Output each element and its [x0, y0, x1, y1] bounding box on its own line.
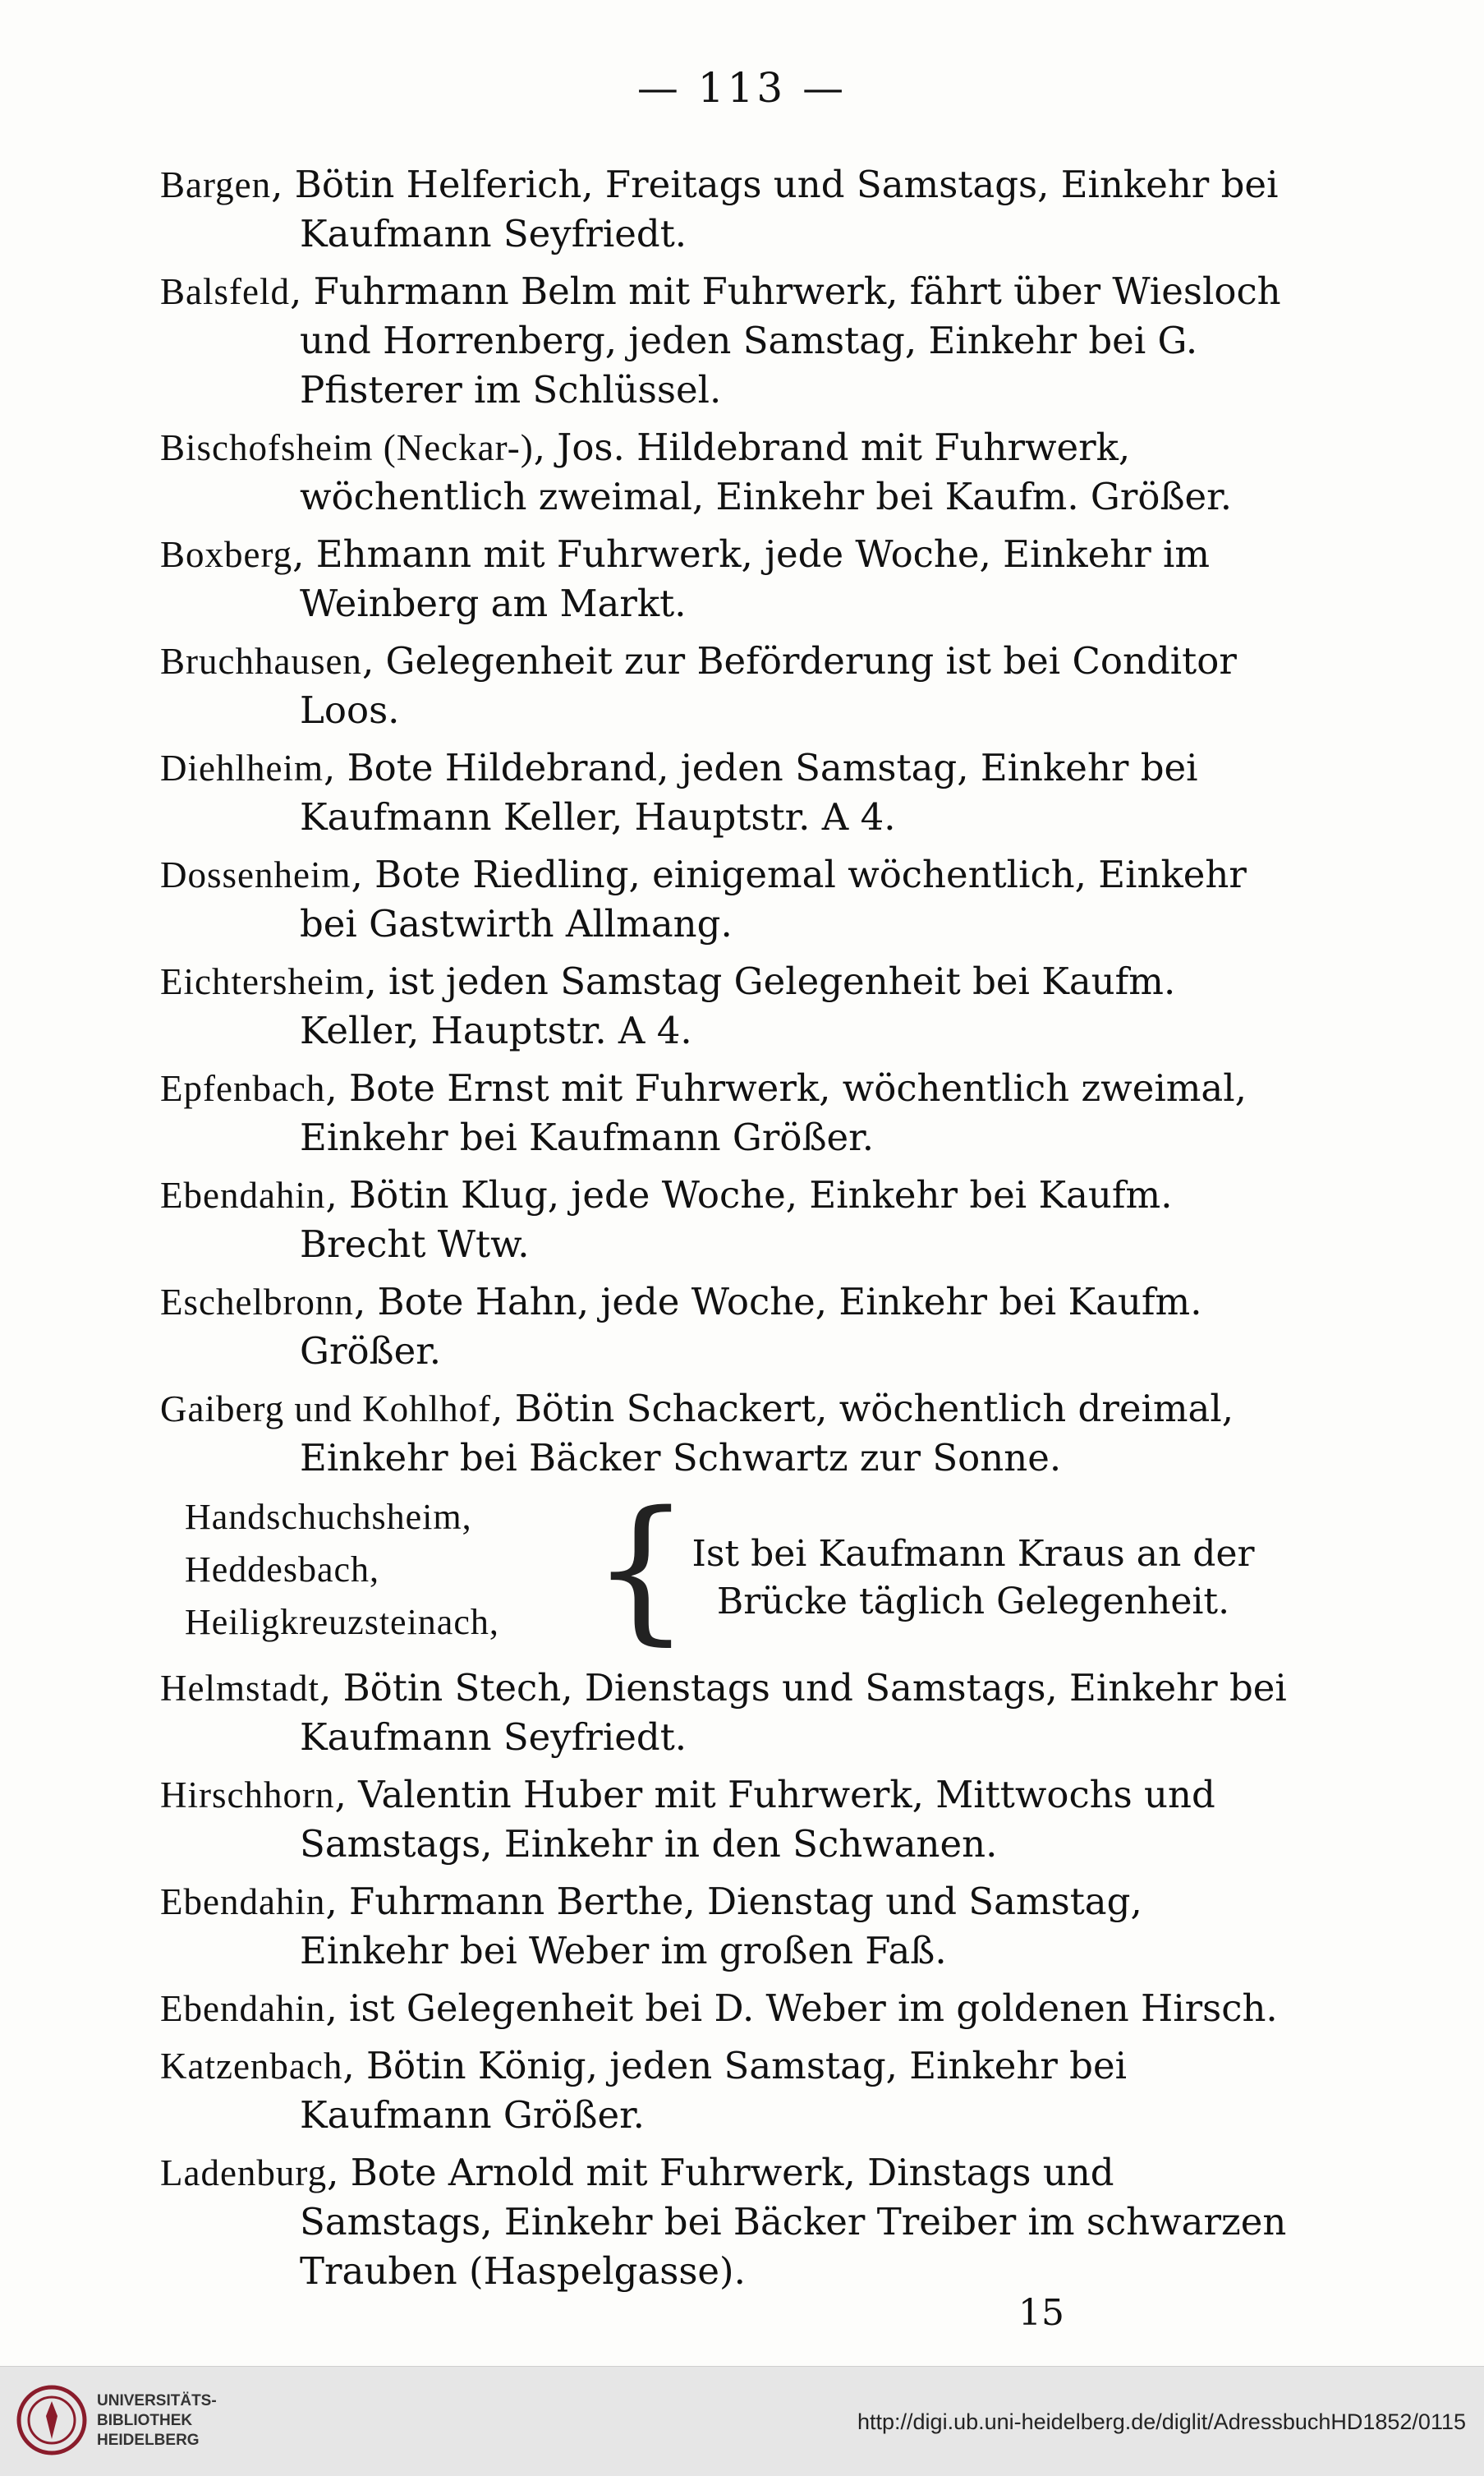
entry-text: , Bote Ernst mit Fuhrwerk, wöchentlich zweimal, Einkehr bei Kaufmann Größer.: [300, 1066, 1247, 1159]
source-url-link[interactable]: http://digi.ub.uni-heidelberg.de/diglit/AdressbuchHD1852/0115: [857, 2409, 1466, 2434]
group-place-names: [185, 1491, 645, 1649]
place-name: Bargen: [160, 164, 272, 205]
place-name: Handschuchsheim,: [185, 1497, 472, 1537]
place-name: Ebendahin: [160, 1881, 326, 1922]
entry-text: , Bötin König, jeden Samstag, Einkehr bei Kaufmann Größer.: [300, 2044, 1127, 2137]
place-name: Ebendahin: [160, 1175, 326, 1216]
entry-text: , Jos. Hildebrand mit Fuhrwerk, wöchentlich zweimal, Einkehr bei Kaufm. Größer.: [300, 426, 1233, 518]
list-item: [160, 2041, 1293, 2140]
list-item: [160, 1664, 1293, 1762]
list-item: [160, 1984, 1293, 2033]
list-item: [160, 1770, 1293, 1869]
entry-text: , ist Gelegenheit bei D. Weber im goldenen Hirsch.: [325, 1986, 1278, 2030]
entry-text: , Fuhrmann Belm mit Fuhrwerk, fährt über Wiesloch und Horrenberg, jeden Samstag, Einkehr bei G. Pfisterer im Schlüssel.: [289, 269, 1281, 412]
entry-text: , ist jeden Samstag Gelegenheit bei Kaufm. Keller, Hauptstr. A 4.: [300, 960, 1176, 1052]
place-name: Epfenbach: [160, 1068, 326, 1109]
place-name: Gaiberg und Kohlhof: [160, 1388, 492, 1429]
viewer-footer: [0, 2366, 1484, 2476]
place-name: Ladenburg: [160, 2152, 328, 2193]
curly-brace: {: [591, 1478, 691, 1659]
place-name: Heiligkreuzsteinach,: [185, 1602, 499, 1642]
place-name: Hirschhorn: [160, 1774, 335, 1816]
list-item: [160, 1171, 1293, 1269]
list-item: [160, 1384, 1293, 1483]
list-item: [160, 267, 1293, 415]
place-name: Eichtersheim: [160, 961, 365, 1002]
place-name: Helmstadt: [160, 1668, 319, 1709]
place-name: Balsfeld: [160, 271, 290, 312]
list-item: [160, 1877, 1293, 1976]
entries-list: [160, 160, 1293, 2304]
entry-text: , Bote Arnold mit Fuhrwerk, Dinstags und Samstags, Einkehr bei Bäcker Treiber im schwarzen Trauben (Haspelgasse).: [300, 2151, 1287, 2293]
place-name: Diehlheim: [160, 748, 324, 789]
list-item: [160, 530, 1293, 628]
entry-text: , Fuhrmann Berthe, Dienstag und Samstag, Einkehr bei Weber im großen Faß.: [300, 1880, 1142, 1972]
place-name: Boxberg: [160, 534, 293, 575]
list-item: [160, 2148, 1293, 2296]
place-name: Dossenheim: [160, 854, 351, 895]
place-name: Heddesbach,: [185, 1549, 380, 1590]
place-name: Katzenbach: [160, 2046, 343, 2087]
entry-text: , Bötin Helferich, Freitags und Samstags, Einkehr bei Kaufmann Seyfriedt.: [271, 163, 1279, 255]
entry-text: , Bote Riedling, einigemal wöchentlich, Einkehr bei Gastwirth Allmang.: [300, 853, 1247, 946]
list-item: [160, 743, 1293, 842]
list-item: [160, 850, 1293, 949]
list-item: [160, 957, 1293, 1056]
place-name: Bischofsheim (Neckar-): [160, 427, 534, 468]
list-item: [160, 160, 1293, 259]
signature-mark: 15: [1018, 2292, 1064, 2334]
university-seal-icon: [15, 2383, 89, 2457]
page-number: — 113 —: [636, 64, 848, 112]
entry-text: , Gelegenheit zur Beförderung ist bei Conditor Loos.: [300, 639, 1237, 732]
place-name: Eschelbronn: [160, 1282, 354, 1323]
place-name: Bruchhausen: [160, 641, 362, 682]
entry-text: , Bote Hahn, jede Woche, Einkehr bei Kaufm. Größer.: [300, 1280, 1202, 1373]
entry-text: , Ehmann mit Fuhrwerk, jede Woche, Einkehr im Weinberg am Markt.: [292, 532, 1211, 625]
place-name: Ebendahin: [160, 1988, 326, 2029]
list-item: [160, 1277, 1293, 1376]
list-item: [160, 1064, 1293, 1162]
entry-text: , Valentin Huber mit Fuhrwerk, Mittwochs und Samstags, Einkehr in den Schwanen.: [300, 1773, 1215, 1866]
list-item: [160, 637, 1293, 735]
entry-text: , Bötin Stech, Dienstags und Samstags, Einkehr bei Kaufmann Seyfriedt.: [300, 1666, 1287, 1759]
entry-text: , Bötin Klug, jede Woche, Einkehr bei Kaufm. Brecht Wtw.: [300, 1173, 1173, 1266]
entry-text: , Bötin Schackert, wöchentlich dreimal, Einkehr bei Bäcker Schwartz zur Sonne.: [300, 1387, 1234, 1480]
entry-text: , Bote Hildebrand, jeden Samstag, Einkehr bei Kaufmann Keller, Hauptstr. A 4.: [300, 746, 1198, 839]
library-name: UNIVERSITÄTS- BIBLIOTHEK HEIDELBERG: [97, 2392, 217, 2449]
grouped-entry: [160, 1478, 1293, 1659]
group-text: Ist bei Kaufmann Kraus an der Brücke täglich Gelegenheit.: [691, 1533, 1255, 1622]
list-item: [160, 423, 1293, 522]
